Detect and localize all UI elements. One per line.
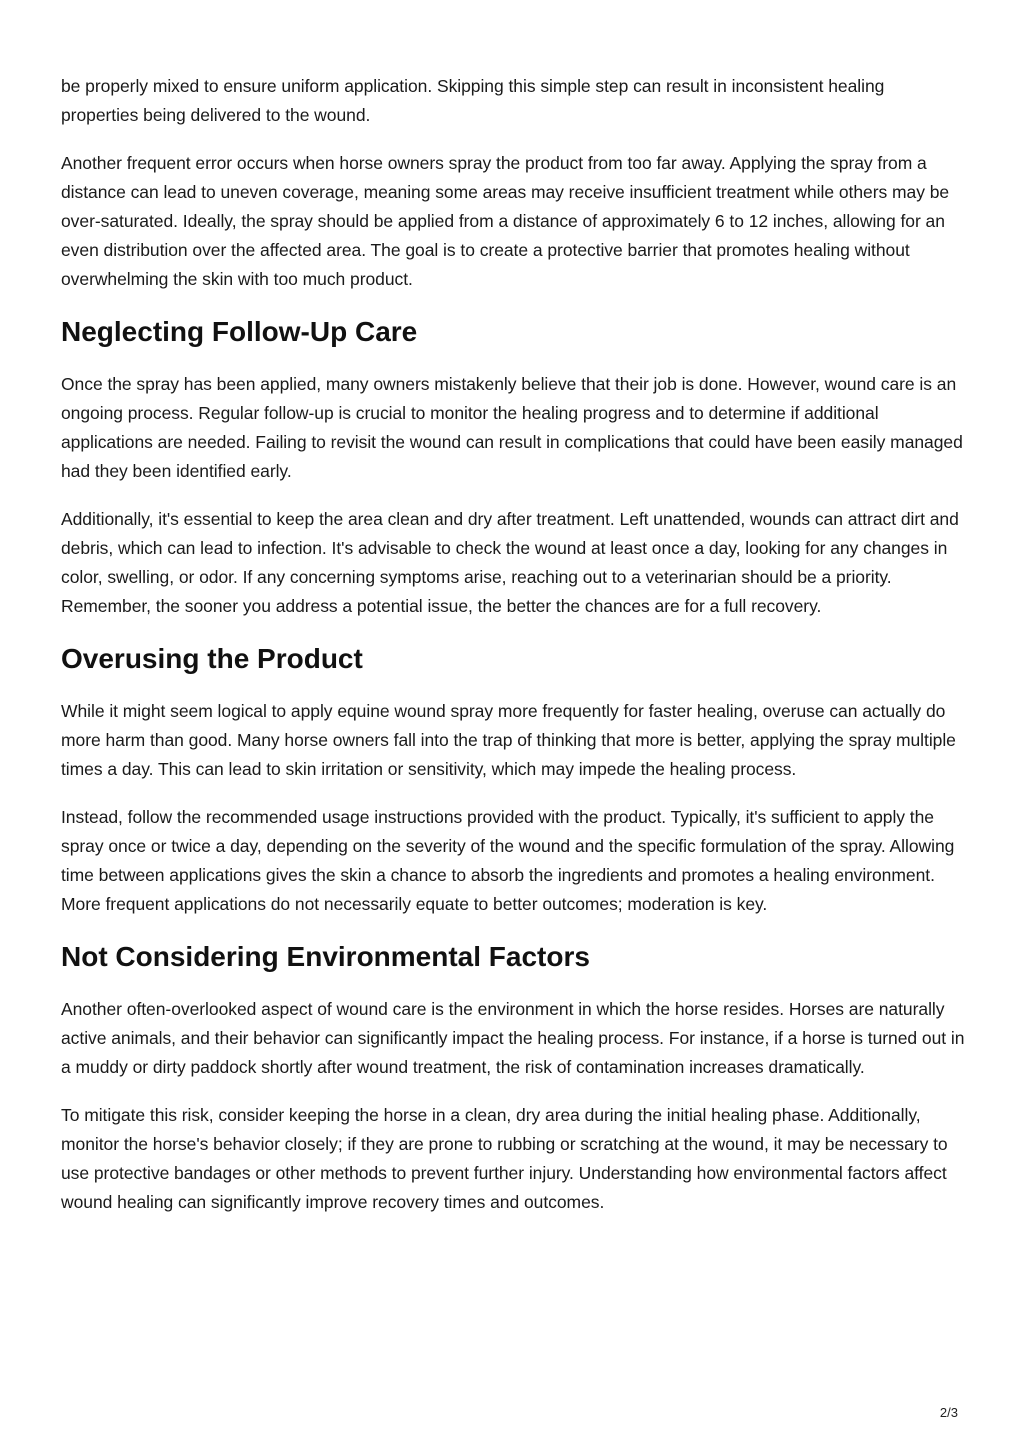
paragraph-spray-distance: Another frequent error occurs when horse owners spray the product from too far away. Applying the spray from a distance can lead to uneven coverage, meaning some areas may receive insufficient treatment while others may be over-saturated. Ideally, the spray should be applied from a distance of approximately 6 to 12 inches, allowing for an even distribution over the affected area. The goal is to create a protective barrier that promotes healing without overwhelming the skin with too much product.	[61, 153, 950, 289]
document-page	[61, 72, 966, 1217]
paragraph-follow-up-1: Once the spray has been applied, many owners mistakenly believe that their job is done. However, wound care is an ongoing process. Regular follow-up is crucial to monitor the healing progress and to determine if additional applications are needed. Failing to revisit the wound can result in complications that could have been easily managed had they been identified early.	[61, 374, 963, 481]
paragraph-environment-1: Another often-overlooked aspect of wound care is the environment in which the horse resides. Horses are naturally active animals, and their behavior can significantly impact the healing process. For instance, if a horse is turned out in a muddy or dirty paddock shortly after wound treatment, the risk of contamination increases dramatically.	[61, 999, 965, 1077]
paragraph-environment-2: To mitigate this risk, consider keeping the horse in a clean, dry area during the initial healing phase. Additionally, monitor the horse's behavior closely; if they are prone to rubbing or scratching at the wound, it may be necessary to use protective bandages or other methods to prevent further injury. Understanding how environmental factors affect wound healing can significantly improve recovery times and outcomes.	[61, 1105, 948, 1212]
section-heading-environmental-factors: Not Considering Environmental Factors	[61, 941, 590, 972]
paragraph-intro-continued: be properly mixed to ensure uniform application. Skipping this simple step can result in inconsistent healing properties being delivered to the wound.	[61, 76, 885, 125]
section-heading-overusing-product: Overusing the Product	[61, 643, 363, 674]
section-heading-follow-up-care: Neglecting Follow-Up Care	[61, 316, 418, 347]
page-number: 2/3	[939, 1405, 958, 1420]
paragraph-overuse-1: While it might seem logical to apply equine wound spray more frequently for faster healing, overuse can actually do more harm than good. Many horse owners fall into the trap of thinking that more is better, applying the spray multiple times a day. This can lead to skin irritation or sensitivity, which may impede the healing process.	[61, 701, 956, 779]
paragraph-overuse-2: Instead, follow the recommended usage instructions provided with the product. Typically, it's sufficient to apply the spray once or twice a day, depending on the severity of the wound and the specific formulation of the spray. Allowing time between applications gives the skin a chance to absorb the ingredients and promotes a healing environment. More frequent applications do not necessarily equate to better outcomes; moderation is key.	[61, 807, 955, 914]
paragraph-follow-up-2: Additionally, it's essential to keep the area clean and dry after treatment. Left unattended, wounds can attract dirt and debris, which can lead to infection. It's advisable to check the wound at least once a day, looking for any changes in color, swelling, or odor. If any concerning symptoms arise, reaching out to a veterinarian should be a priority. Remember, the sooner you address a potential issue, the better the chances are for a full recovery.	[61, 509, 959, 616]
